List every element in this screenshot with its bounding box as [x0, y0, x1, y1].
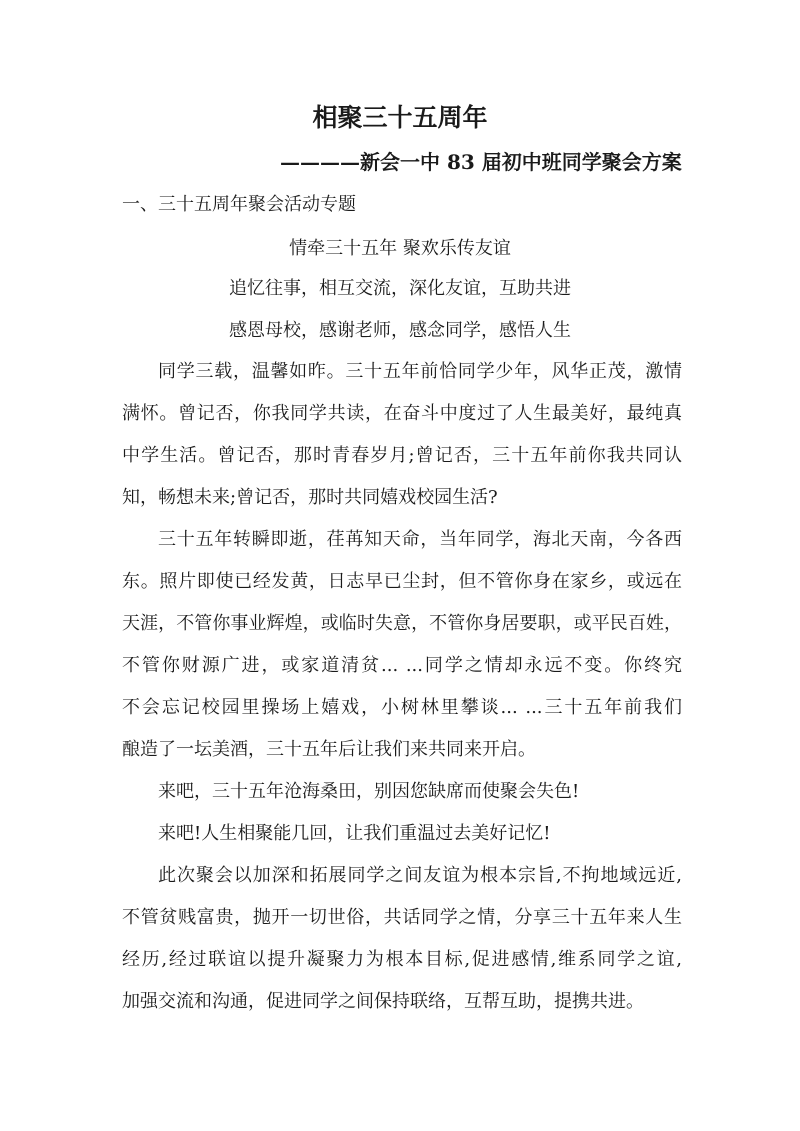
paragraph-line: 不管贫贱富贵，抛开一切世俗，共话同学之情，分享三十五年来人生	[122, 907, 682, 928]
paragraph-line: 知，畅想未来;曾记否，那时共同嬉戏校园生活?	[122, 487, 498, 508]
paragraph-line: 来吧!人生相聚能几回，让我们重温过去美好记忆!	[158, 823, 551, 844]
paragraph-line: 天涯，不管你事业辉煌，或临时失意，不管你身居要职，或平民百姓，	[122, 613, 682, 634]
document-title: 相聚三十五周年	[312, 103, 488, 132]
slogan-line: 情牵三十五年 聚欢乐传友谊	[289, 238, 511, 259]
paragraph-line: 经历,经过联谊以提升凝聚力为根本目标,促进感情,维系同学之谊,	[122, 949, 682, 970]
paragraph-line: 加强交流和沟通，促进同学之间保持联络，互帮互助，提携共进。	[122, 991, 644, 1012]
paragraph-line: 同学三载，温馨如昨。三十五年前恰同学少年，风华正茂，激情	[158, 361, 682, 382]
paragraph-line: 不会忘记校园里操场上嬉戏，小树林里攀谈... ...三十五年前我们	[122, 697, 682, 718]
slogan-line: 感恩母校，感谢老师，感念同学，感悟人生	[229, 320, 571, 341]
paragraph-line: 不管你财源广进，或家道清贫... ...同学之情却永远不变。你终究	[122, 655, 682, 676]
paragraph-line: 酿造了一坛美酒，三十五年后让我们来共同来开启。	[122, 739, 536, 760]
paragraph-line: 三十五年转瞬即逝，荏苒知天命，当年同学，海北天南，今各西	[158, 529, 682, 550]
document-subtitle: ————新会一中 83 届初中班同学聚会方案	[280, 150, 682, 174]
paragraph-line: 来吧，三十五年沧海桑田，别因您缺席而使聚会失色!	[158, 781, 580, 802]
slogan-line: 追忆往事，相互交流，深化友谊，互助共进	[229, 278, 571, 299]
paragraph-line: 此次聚会以加深和拓展同学之间友谊为根本宗旨,不拘地域远近,	[158, 865, 682, 886]
paragraph-line: 中学生活。曾记否，那时青春岁月;曾记否，三十五年前你我共同认	[122, 445, 682, 466]
paragraph-line: 东。照片即使已经发黄，日志早已尘封，但不管你身在家乡，或远在	[122, 571, 682, 592]
section-heading: 一、三十五周年聚会活动专题	[122, 194, 356, 215]
paragraph-line: 满怀。曾记否，你我同学共读，在奋斗中度过了人生最美好，最纯真	[122, 403, 682, 424]
